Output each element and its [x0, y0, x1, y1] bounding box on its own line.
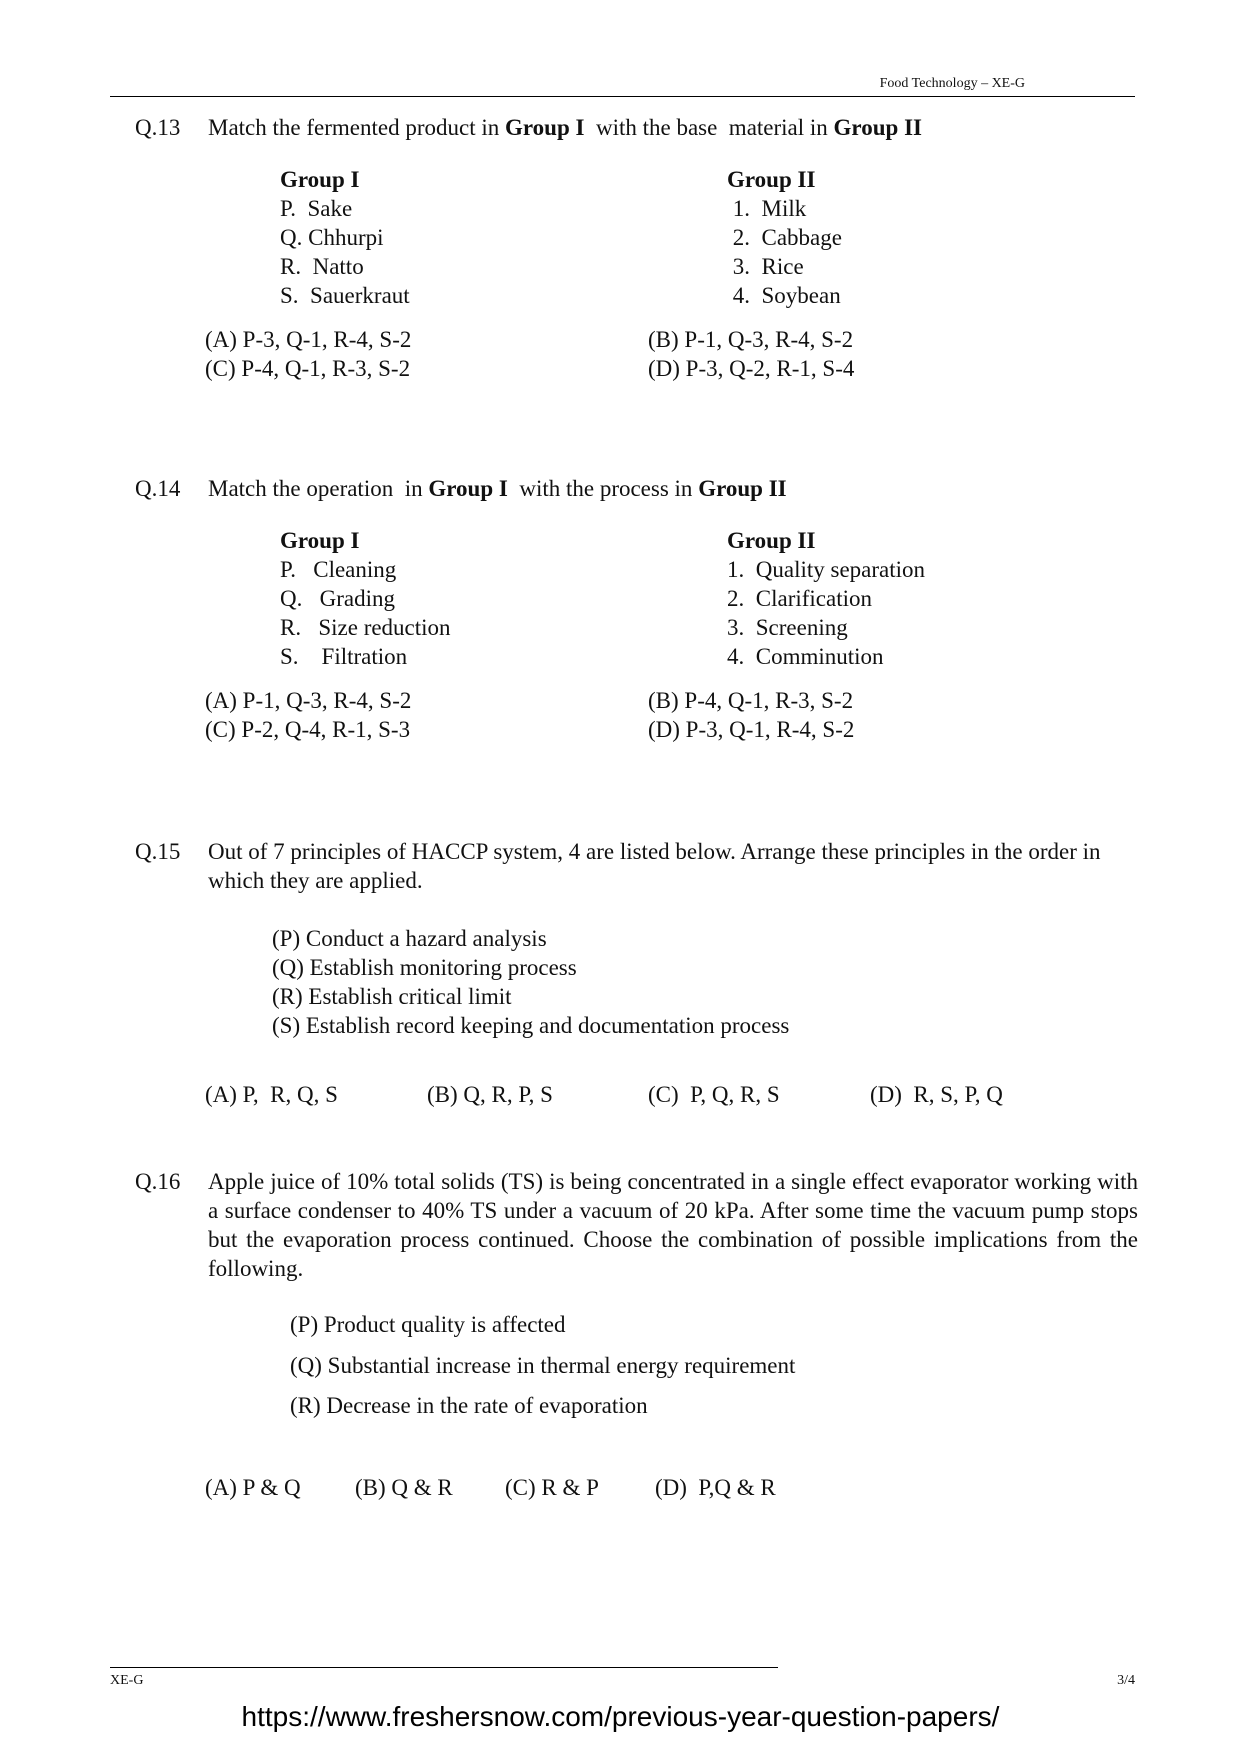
- implication-item: (P) Product quality is affected: [290, 1312, 566, 1337]
- implication-item: (R) Decrease in the rate of evaporation: [290, 1393, 648, 1418]
- group-1-item: S. Filtration: [280, 644, 408, 669]
- text-part: Match the operation in: [208, 476, 429, 501]
- text-part: with the process in: [507, 476, 699, 501]
- option-c: (C) P-4, Q-1, R-3, S-2: [205, 356, 411, 381]
- option-a: (A) P-1, Q-3, R-4, S-2: [205, 688, 412, 713]
- group-1-item: P. Cleaning: [280, 557, 397, 582]
- option-a: (A) P, R, Q, S: [205, 1082, 338, 1107]
- option-d: (D) P,Q & R: [655, 1475, 776, 1500]
- group-2-item: 3. Screening: [727, 615, 848, 640]
- list-item: (R) Establish critical limit: [272, 984, 512, 1009]
- list-item: (Q) Establish monitoring process: [272, 955, 577, 980]
- option-c: (C) R & P: [505, 1475, 599, 1500]
- option-c: (C) P-2, Q-4, R-1, S-3: [205, 717, 411, 742]
- group-2-column: [727, 165, 842, 310]
- group-1-heading: Group I: [280, 167, 360, 192]
- group-2-item: 2. Clarification: [727, 586, 872, 611]
- group-1-heading: Group I: [280, 528, 360, 553]
- question-number: Q.15: [135, 839, 181, 864]
- header-rule: [110, 96, 1135, 97]
- option-a: (A) P & Q: [205, 1475, 301, 1500]
- option-b: (B) P-1, Q-3, R-4, S-2: [648, 327, 854, 352]
- group-1-column: [280, 526, 451, 671]
- text-part: Match the fermented product in: [208, 115, 505, 140]
- list-item: (S) Establish record keeping and documentation process: [272, 1013, 790, 1038]
- group-1-item: S. Sauerkraut: [280, 283, 410, 308]
- group-1-column: [280, 165, 410, 310]
- footer-rule: [110, 1667, 778, 1668]
- group-2-heading: Group II: [727, 528, 816, 553]
- source-url-link[interactable]: https://www.freshersnow.com/previous-year-question-papers/: [241, 1701, 1000, 1732]
- option-b: (B) Q, R, P, S: [427, 1082, 553, 1107]
- question-text: [208, 113, 1138, 142]
- question-number: Q.16: [135, 1169, 181, 1194]
- text-bold: Group I: [504, 115, 585, 140]
- question-text: Apple juice of 10% total solids (TS) is being concentrated in a single effect evaporator working with a surface condenser to 40% TS under a vacuum of 20 kPa. After some time the vacuum pump stops but the evaporation process continued. Choose the combination of possible implications from the following.: [208, 1169, 1138, 1281]
- principles-list: [272, 924, 789, 1040]
- group-2-item: 1. Milk: [727, 196, 807, 221]
- text-part: with the base material in: [584, 115, 834, 140]
- group-2-item: 2. Cabbage: [727, 225, 842, 250]
- group-1-item: R. Size reduction: [280, 615, 451, 640]
- group-2-item: 4. Comminution: [727, 644, 884, 669]
- group-2-column: [727, 526, 925, 671]
- text-bold: Group I: [428, 476, 508, 501]
- group-2-heading: Group II: [727, 167, 816, 192]
- option-b: (B) P-4, Q-1, R-3, S-2: [648, 688, 854, 713]
- option-d: (D) R, S, P, Q: [870, 1082, 1003, 1107]
- group-1-item: P. Sake: [280, 196, 353, 221]
- question-text: [208, 474, 1138, 503]
- group-2-item: 4. Soybean: [727, 283, 841, 308]
- question-number: Q.14: [135, 476, 181, 501]
- group-2-item: 1. Quality separation: [727, 557, 926, 582]
- page-number: 3/4: [1117, 1673, 1135, 1688]
- option-a: (A) P-3, Q-1, R-4, S-2: [205, 327, 412, 352]
- footer-paper-code: XE-G: [110, 1673, 144, 1688]
- implication-item: (Q) Substantial increase in thermal energy requirement: [290, 1353, 796, 1378]
- option-c: (C) P, Q, R, S: [648, 1082, 780, 1107]
- option-d: (D) P-3, Q-1, R-4, S-2: [648, 717, 855, 742]
- group-2-item: 3. Rice: [727, 254, 804, 279]
- list-item: (P) Conduct a hazard analysis: [272, 926, 547, 951]
- option-b: (B) Q & R: [355, 1475, 453, 1500]
- group-1-item: R. Natto: [280, 254, 364, 279]
- question-text: Out of 7 principles of HACCP system, 4 are listed below. Arrange these principles in the order in which they are applied.: [208, 839, 1101, 893]
- text-bold: Group II: [698, 476, 787, 501]
- option-d: (D) P-3, Q-2, R-1, S-4: [648, 356, 855, 381]
- group-1-item: Q. Grading: [280, 586, 395, 611]
- page-header-title: Food Technology – XE-G: [879, 76, 1025, 91]
- question-number: Q.13: [135, 115, 181, 140]
- group-1-item: Q. Chhurpi: [280, 225, 384, 250]
- text-bold: Group II: [833, 115, 922, 140]
